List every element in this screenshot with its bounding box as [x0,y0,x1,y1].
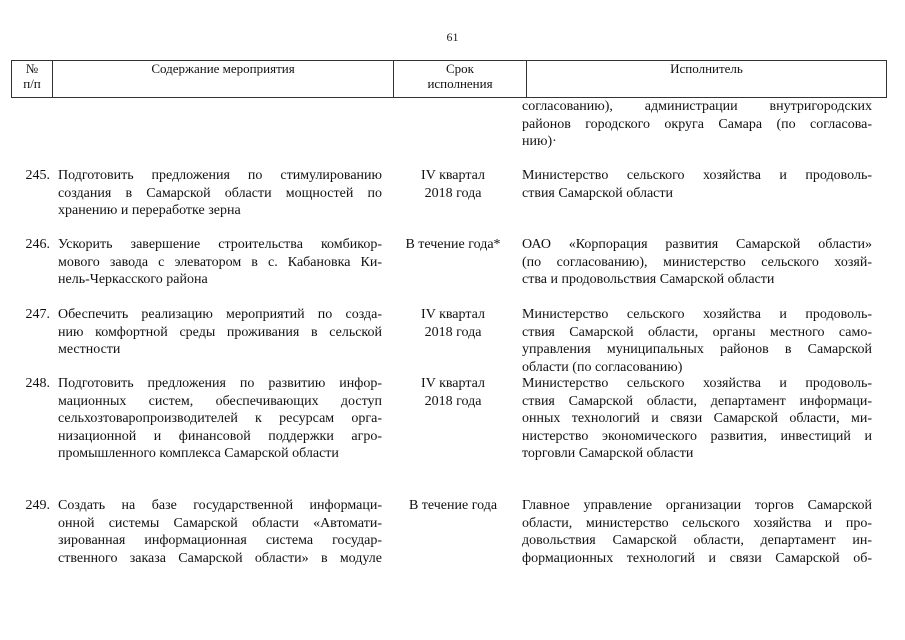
header-term-line1: Срок [446,61,474,76]
term-line: IV квартал [421,376,485,391]
header-num [12,61,53,98]
content-line: Создать на базе государственной информаци- [58,498,382,513]
content-line: ственного заказа Самарской области» в модуле [58,550,382,566]
executor-line: онных технологий и связи Самарской области, ми- [522,411,872,427]
executor-line: формационных технологий и связи Самарской об- [522,550,872,566]
executor-line: Главное управление организации торгов Самарской [522,498,872,513]
content-line: создания в Самарской области мощностей по [58,185,382,201]
executor-line: области (по согласованию) [522,359,683,375]
content-line: Обеспечить реализацию мероприятий по созда- [58,307,382,322]
header-term [394,61,527,98]
executor-line: (по согласованию), министерство сельского хозяй- [522,254,872,270]
content-line: нель-Черкасского района [58,272,208,288]
content-line: зированная информационная система государ- [58,533,382,549]
row-content [58,306,382,359]
row-content [58,167,382,220]
content-line: промышленного комплекса Самарской области [58,446,339,462]
row-executor [522,375,872,463]
executor-line: ствия Самарской области [522,185,673,201]
content-line: местности [58,342,121,358]
term-line: 2018 года [424,324,482,340]
row-number: 245. [25,168,50,183]
content-line: Подготовить предложения по стимулированию [58,168,382,183]
executor-line: Министерство сельского хозяйства и продоволь- [522,307,872,322]
header-content-label: Содержание мероприятия [151,61,295,76]
executor-line: Министерство сельского хозяйства и продоволь- [522,376,872,391]
row-term [390,497,516,515]
executor-line: управления муниципальных районов в Самарской [522,342,872,358]
row-executor [522,236,872,289]
row-term [390,167,516,202]
row-term [390,236,516,254]
content-line: низационной и финансовой поддержки агро- [58,428,382,444]
row-executor [522,497,872,567]
continuation-line: согласованию), администрации внутригородских [522,99,872,114]
executor-line: ствия Самарской области, органы местного само- [522,324,872,340]
content-line: мового завода с элеватором в с. Кабановка Ки- [58,254,382,270]
header-executor-label: Исполнитель [670,61,743,76]
row-executor [522,167,872,202]
row-number: 248. [25,376,50,391]
page-number: 61 [446,30,459,44]
content-line: хранению и переработке зерна [58,203,241,219]
row-number: 246. [25,237,50,252]
content-line: онной системы Самарской области «Автомати- [58,515,382,531]
executor-line: нистерство экономического развития, инвестиций и [522,428,872,444]
header-term-line2: исполнения [427,76,493,91]
row-content [58,236,382,289]
executor-line: довольствия Самарской области, департамент ин- [522,533,872,549]
table-header [11,60,887,98]
row-term [390,375,516,410]
continuation-executor [522,98,872,151]
continuation-line: нию)· [522,134,557,150]
content-line: Ускорить завершение строительства комбикор- [58,237,382,252]
content-line: сельхозтоваропроизводителей к ресурсам орга- [58,411,382,427]
row-content [58,375,382,463]
content-line: нию комфортной среды проживания в сельской [58,324,382,340]
content-line: Подготовить предложения по развитию инфор- [58,376,382,391]
header-content [53,61,394,98]
term-line: В течение года* [405,237,501,252]
term-line: В течение года [408,498,498,513]
term-line: IV квартал [421,168,485,183]
term-line: 2018 года [424,185,482,201]
executor-line: ства и продовольствия Самарской области [522,272,775,288]
executor-line: ОАО «Корпорация развития Самарской области» [522,237,872,252]
continuation-line: районов городского округа Самара (по согласова- [522,116,872,132]
executor-line: области, министерство сельского хозяйства и про- [522,515,872,531]
row-number: 249. [25,498,50,513]
executor-line: Министерство сельского хозяйства и продоволь- [522,168,872,183]
row-executor [522,306,872,376]
row-term [390,306,516,341]
header-num-line2: п/п [23,76,41,91]
executor-line: торговли Самарской области [522,446,694,462]
header-num-line1: № [25,61,39,76]
header-executor [527,61,887,98]
term-line: IV квартал [421,307,485,322]
executor-line: ствия Самарской области, департамент информаци- [522,393,872,409]
row-number: 247. [25,307,50,322]
row-content [58,497,382,567]
content-line: мационных систем, обеспечивающих доступ [58,393,382,409]
term-line: 2018 года [424,393,482,409]
